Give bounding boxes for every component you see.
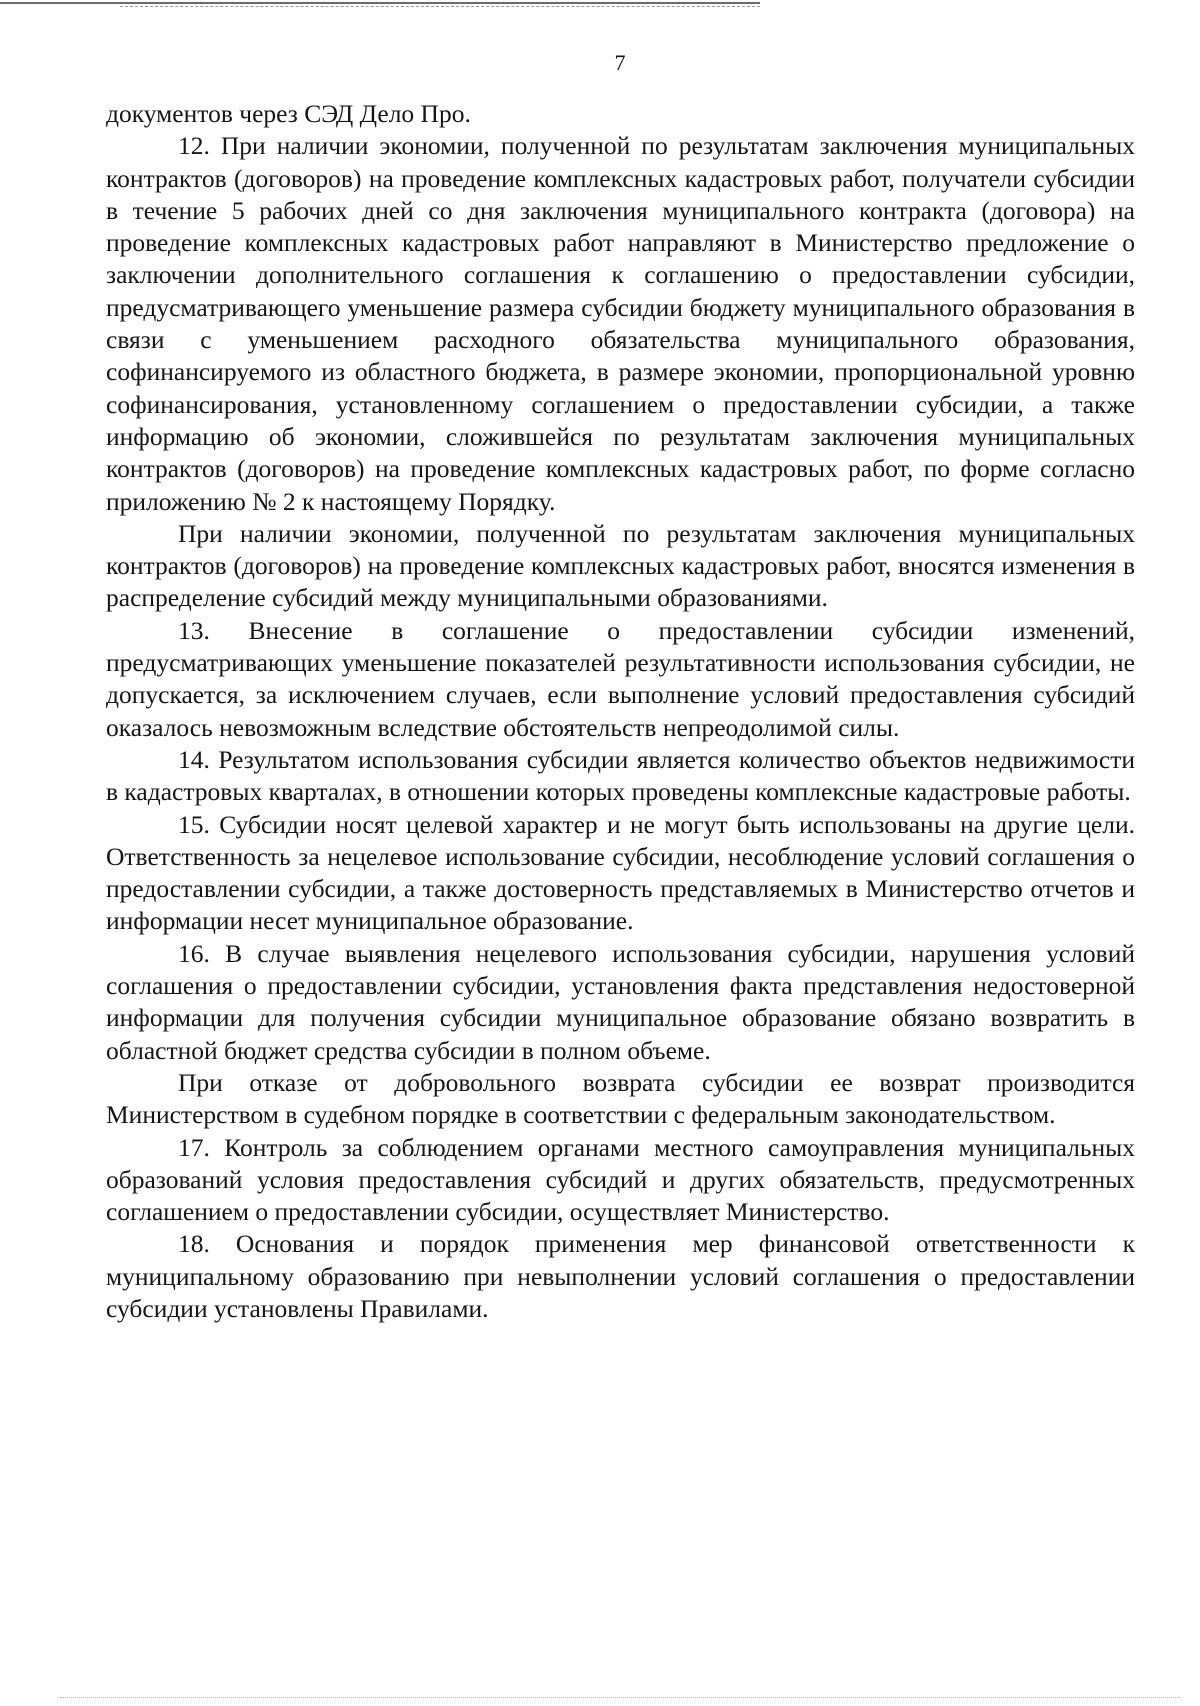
paragraph-12-savings: При наличии экономии, полученной по результатам заключения муниципальных контрактов (договоров) на проведение комплексных кадастровых работ, вносятся изменения в распределение субсидий между муниципальными образованиями.	[106, 518, 1135, 613]
paragraph-17: 17. Контроль за соблюдением органами местного самоуправления муниципальных образований условия предоставления субсидий и других обязательств, предусмотренных соглашением о предоставлении субсидии, осуществляет Министерство.	[106, 1132, 1135, 1227]
page-number: 7	[614, 50, 626, 75]
paragraph-13: 13. Внесение в соглашение о предоставлении субсидии изменений, предусматривающих уменьшение показателей результативности использования субсидии, не допускается, за исключением случаев, если выполнение условий предоставления субсидий оказалось невозможным вследствие обстоятельств непреодолимой силы.	[106, 615, 1135, 742]
scan-edge-bottom	[60, 1697, 1180, 1698]
scan-edge-top-secondary	[120, 6, 760, 7]
paragraph-continued: документов через СЭД Дело Про.	[106, 99, 471, 128]
paragraph-12: 12. При наличии экономии, полученной по результатам заключения муниципальных контрактов (договоров) на проведение комплексных кадастровых работ, получатели субсидии в течение 5 рабочих дней со дня заключения муниципального контракта (договора) на проведение комплексных кадастровых работ направляют в Министерство предложение о заключении дополнительного соглашения к соглашению о предоставлении субсидии, предусматривающего уменьшение размера субсидии бюджету муниципального образования в связи с уменьшением расходного обязательства муниципального образования, софинансируемого из областного бюджета, в размере экономии, пропорциональной уровню софинансирования, установленному соглашением о предоставлении субсидии, а также информацию об экономии, сложившейся по результатам заключения муниципальных контрактов (договоров) на проведение комплексных кадастровых работ, по форме согласно приложению № 2 к настоящему Порядку.	[106, 131, 1135, 516]
document-body	[106, 98, 1135, 1325]
paragraph-15: 15. Субсидии носят целевой характер и не могут быть использованы на другие цели. Ответственность за нецелевое использование субсидии, несоблюдение условий соглашения о предоставлении субсидии, а также достоверность представляемых в Министерство отчетов и информации несет муниципальное образование.	[106, 809, 1135, 936]
paragraph-14: 14. Результатом использования субсидии является количество объектов недвижимости в кадастровых кварталах, в отношении которых проведены комплексные кадастровые работы.	[106, 744, 1135, 807]
paragraph-16: 16. В случае выявления нецелевого использования субсидии, нарушения условий соглашения о предоставлении субсидии, установления факта представления недостоверной информации для получения субсидии муниципальное образование обязано возвратить в областной бюджет средства субсидии в полном объеме.	[106, 938, 1135, 1065]
paragraph-18: 18. Основания и порядок применения мер финансовой ответственности к муниципальному образованию при невыполнении условий соглашения о предоставлении субсидии установлены Правилами.	[106, 1229, 1135, 1323]
paragraph-16-refusal: При отказе от добровольного возврата субсидии ее возврат производится Министерством в судебном порядке в соответствии с федеральным законодательством.	[106, 1067, 1135, 1130]
